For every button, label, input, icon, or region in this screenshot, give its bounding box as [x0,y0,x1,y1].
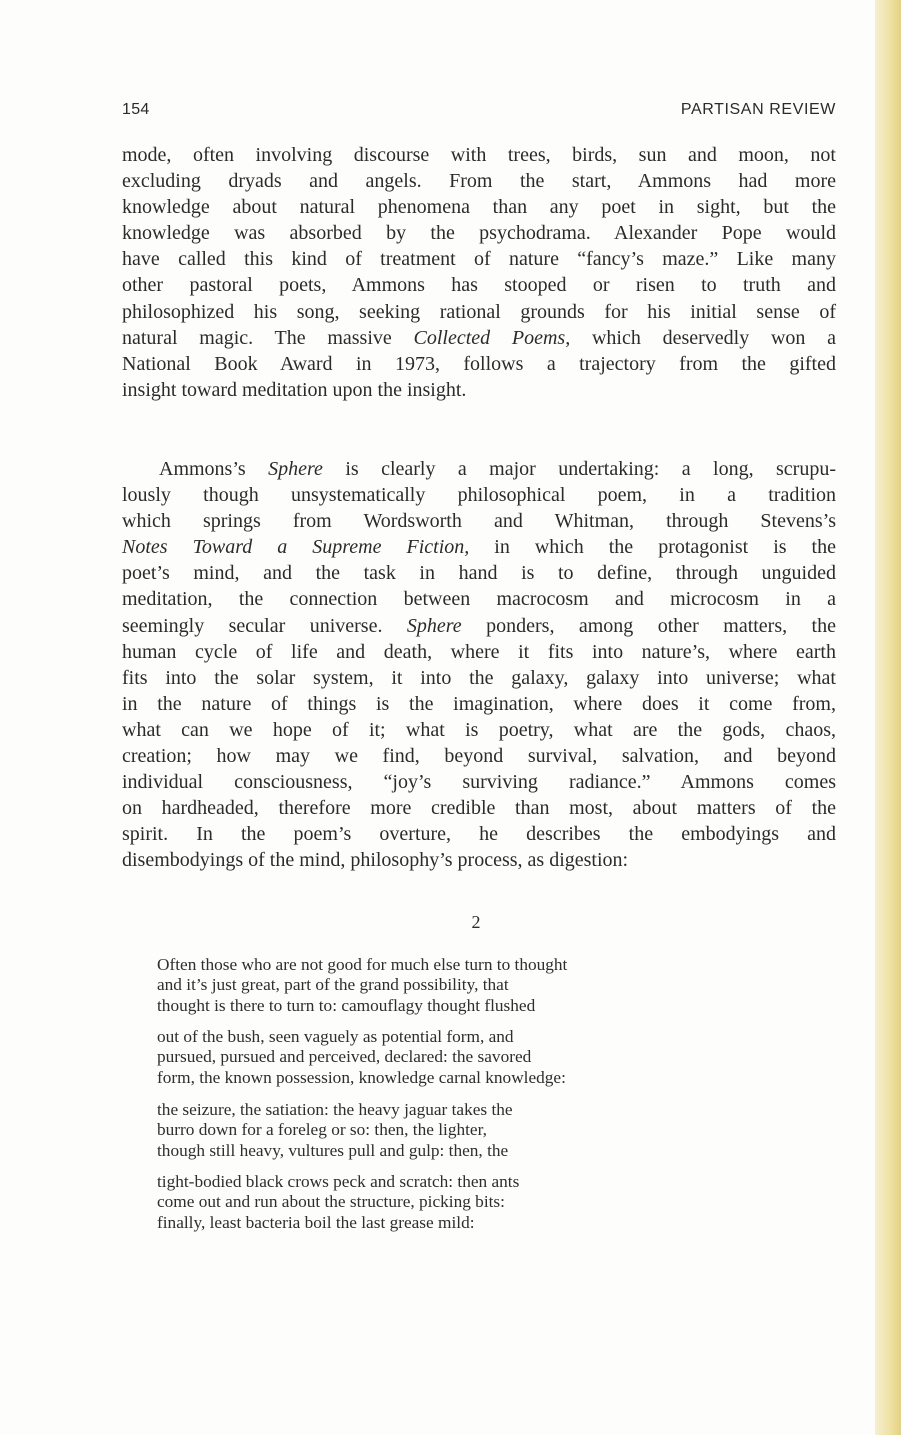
text-line: creation; how may we find, beyond survival, salvation, and beyond [122,745,836,768]
text-segment: Ammons’s [159,458,269,480]
text-segment: seemingly secular universe. [122,614,407,637]
text-segment: in which the protagonist is the [469,536,836,559]
text-segment: is clearly a major undertaking: a long, scrupu- [322,458,836,480]
poem-line: the seizure, the satiation: the heavy jaguar takes the [157,1100,513,1119]
text-line: on hardheaded, therefore more credible than most, about matters of the [122,797,836,820]
poem-line: form, the known possession, knowledge carnal knowledge: [157,1067,566,1087]
text-line: insight toward meditation upon the insight. [122,378,467,401]
poem-stanza-1 [157,955,797,1016]
text-line: excluding dryads and angels. From the start, Ammons had more [122,170,836,193]
text-line: what can we hope of it; what is poetry, what are the gods, chaos, [122,718,836,741]
poem-stanza-4 [157,1172,797,1233]
text-line: spirit. In the poem’s overture, he describes the embodyings and [122,823,836,846]
book-title: Sphere [268,458,323,480]
poem-line: though still heavy, vultures pull and gulp: then, the [157,1140,509,1160]
text-line: human cycle of life and death, where it fits into nature’s, where earth [122,640,836,663]
text-segment: ponders, among other matters, the [461,614,836,637]
text-line: poet’s mind, and the task in hand is to define, through unguided [122,562,836,585]
text-line: National Book Award in 1973, follows a trajectory from the gifted [122,352,836,375]
poem-line: Often those who are not good for much else turn to thought [157,955,568,974]
text-line: which springs from Wordsworth and Whitman, through Stevens’s [122,510,836,533]
page-edge [875,0,901,1435]
section-number: 2 [471,912,481,932]
poem-line: burro down for a foreleg or so: then, the lighter, [157,1120,487,1140]
text-segment: which deservedly won a [570,326,836,349]
text-line [122,325,836,351]
poem-stanza-2 [157,1027,797,1088]
text-line: meditation, the connection between macrocosm and microcosm in a [122,588,836,611]
text-line [122,456,836,482]
text-line: lously though unsystematically philosophical poem, in a tradition [122,484,836,507]
book-title: Sphere [406,614,462,637]
poem-line: and it’s just great, part of the grand possibility, that [157,975,509,995]
poem-line: finally, least bacteria boil the last grease mild: [157,1212,475,1232]
text-line: have called this kind of treatment of nature “fancy’s maze.” Like many [122,248,836,271]
running-header [122,101,836,127]
text-line: philosophized his song, seeking rational grounds for his initial sense of [122,300,836,323]
text-line [122,534,836,560]
text-line: in the nature of things is the imagination, where does it come from, [122,692,836,715]
poem-stanza-3 [157,1100,797,1161]
text-line: disembodyings of the mind, philosophy’s process, as digestion: [122,849,629,872]
body-paragraph-1 [122,142,836,403]
book-title: Collected Poems, [413,326,571,349]
text-line: knowledge about natural phenomena than any poet in sight, but the [122,196,836,219]
text-line: individual consciousness, “joy’s surviving radiance.” Ammons comes [122,771,836,794]
poem-line: out of the bush, seen vaguely as potential form, and [157,1027,514,1046]
text-line: other pastoral poets, Ammons has stooped or risen to truth and [122,274,836,297]
poem-line: tight-bodied black crows peck and scratch: then ants [157,1172,520,1191]
book-title: Notes Toward a Supreme Fiction, [122,536,470,559]
text-line: mode, often involving discourse with trees, birds, sun and moon, not [122,144,836,166]
text-segment: natural magic. The massive [122,326,414,349]
page-number: 154 [122,101,150,118]
text-line: knowledge was absorbed by the psychodrama. Alexander Pope would [122,222,836,245]
body-paragraph-2 [122,456,836,874]
poem-line: thought is there to turn to: camouflagy thought flushed [157,995,536,1015]
text-line [122,613,836,639]
journal-title: PARTISAN REVIEW [680,101,836,118]
poem-line: come out and run about the structure, picking bits: [157,1192,505,1212]
text-line: fits into the solar system, it into the galaxy, galaxy into universe; what [122,666,836,689]
poem-line: pursued, pursued and perceived, declared: the savored [157,1047,532,1067]
